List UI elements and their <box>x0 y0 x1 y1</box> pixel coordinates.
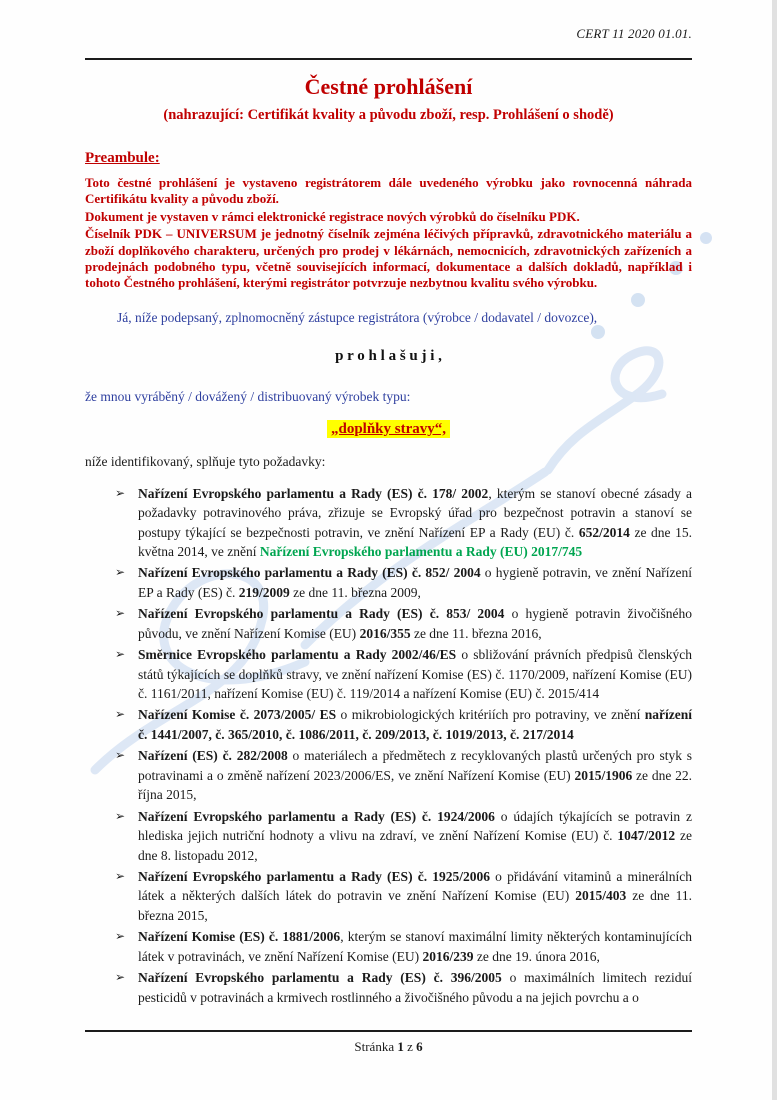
text-segment: , kterým se stanoví maximální limity některých kontaminujících látek v potravinách, ve znění Nařízení Komise (EU) <box>138 929 692 964</box>
text-segment: nařízení č. 1441/2007, č. 365/2010, č. 1086/2011, č. 209/2013, č. 1019/2013, č. 217/2014 <box>138 707 693 742</box>
regulation-item <box>115 563 692 602</box>
text-segment: o údajích týkajících se potravin z hlediska jejich nutriční hodnoty a vlivu na zdraví, ve znění Nařízení Komise (EU) č. <box>138 808 692 844</box>
text-segment: 6 <box>416 1039 423 1054</box>
regulation-text <box>138 970 692 1004</box>
text-segment: ze dne 22. října 2015, <box>138 767 692 803</box>
regulation-text <box>138 647 692 701</box>
text-segment: 1 <box>397 1039 404 1054</box>
text-segment: Nařízení Evropského parlamentu a Rady (ES) č. 1924/2006 <box>138 808 495 824</box>
page-footer <box>85 1030 692 1055</box>
text-segment: ze dne 11. března 2015, <box>138 888 692 923</box>
list-bullet-icon: ➢ <box>115 929 126 944</box>
text-segment: Nařízení Komise č. 2073/2005/ ES <box>138 707 337 723</box>
preamble-heading: Preambule: <box>85 150 160 166</box>
text-segment: o materiálech a předmětech z recyklovaných plastů určených pro styk s potravinami a o změně nařízení 2023/2006/ES, ve znění Nařízení Komise (EU) <box>138 748 693 783</box>
top-rule <box>85 58 692 60</box>
text-segment: Nařízení Evropského parlamentu a Rady (ES) č. 178/ 2002 <box>138 485 489 501</box>
list-bullet-icon: ➢ <box>115 707 126 722</box>
text-segment: ze dne 15. května 2014, ve znění <box>138 524 692 559</box>
product-type-row <box>85 420 692 438</box>
text-segment: Stránka <box>354 1039 398 1054</box>
list-bullet-icon: ➢ <box>115 808 126 823</box>
regulation-item <box>115 968 692 1007</box>
text-segment: o mikrobiologických kritériích pro potraviny, ve znění <box>336 707 645 723</box>
text-segment: 219/2009 <box>238 584 290 600</box>
regulation-text <box>138 707 692 741</box>
text-segment: Nařízení (ES) č. 282/2008 <box>138 748 288 764</box>
list-bullet-icon: ➢ <box>115 606 126 621</box>
list-bullet-icon: ➢ <box>115 748 126 763</box>
product-type-line: že mnou vyráběný / dovážený / distribuovaný výrobek typu: <box>85 388 411 404</box>
preamble-paragraph: Číselník PDK – UNIVERSUM je jednotný číselník zejména léčivých přípravků, zdravotnického materiálu a zboží doplňkového charakteru, určených pro prodej v lékárnách, nemocnicích, zdravotnických zařízeních a prodejnách podobného typu, včetně souvisejících informací, dokumentace a dalších dokladů, například i tohoto Čestného prohlášení, kterými registrátor potvrzuje nezbytnou kvalitu svého výrobku. <box>85 226 692 291</box>
text-segment: Směrnice Evropského parlamentu a Rady 2002/46/ES <box>138 647 457 663</box>
page-number <box>85 1032 692 1055</box>
list-bullet-icon: ➢ <box>115 647 126 662</box>
text-segment: 1047/2012 <box>617 828 676 844</box>
list-bullet-icon: ➢ <box>115 485 126 500</box>
text-segment: o hygieně potravin, ve znění Nařízení EP a Rady (ES) č. <box>138 565 692 600</box>
text-segment: ze dne 8. listopadu 2012, <box>138 828 692 863</box>
text-segment: 2016/239 <box>422 948 474 964</box>
text-segment: 2015/403 <box>575 888 627 904</box>
page-title: Čestné prohlášení <box>304 74 473 99</box>
regulations-list <box>115 484 692 1007</box>
regulation-item <box>115 807 692 865</box>
regulation-item <box>115 867 692 925</box>
text-segment: o hygieně potravin živočišného původu, ve znění Nařízení Komise (EU) <box>138 606 692 641</box>
list-bullet-icon: ➢ <box>115 868 126 883</box>
text-segment: o maximálních limitech reziduí pesticidů v potravinách a krmivech rostlinného a živočišného původu a na jejich povrchu a o <box>138 970 692 1005</box>
list-bullet-icon: ➢ <box>115 565 126 580</box>
text-segment: o přidávání vitaminů a minerálních látek a některých dalších látek do potravin ve znění Nařízení Komise (EU) <box>138 868 692 904</box>
page-subtitle: (nahrazující: Certifikát kvality a původu zboží, resp. Prohlášení o shodě) <box>163 107 614 123</box>
list-bullet-icon: ➢ <box>115 970 126 985</box>
text-segment: Nařízení Evropského parlamentu a Rady (ES) č. 852/ 2004 <box>138 565 481 581</box>
text-segment: 652/2014 <box>578 524 630 540</box>
declaration-word: p r o h l a š u j i , <box>335 347 442 364</box>
text-segment: o sbližování právních předpisů členských států týkajících se doplňků stravy, ve znění nařízení Komise (ES) č. 1170/2009, nařízení Komise (EU) č. 1161/2011, nařízení Komise (EU) č. 119/2014 a nařízení Komise (EU) č. 2015/414 <box>138 647 692 701</box>
regulation-item <box>115 705 692 744</box>
regulation-item <box>115 746 692 804</box>
doc-code: CERT 11 2020 01.01. <box>576 26 692 41</box>
text-segment: Nařízení Komise (ES) č. 1881/2006 <box>138 929 341 945</box>
regulation-text <box>138 748 692 802</box>
regulation-text <box>138 486 692 559</box>
declarant-line: Já, níže podepsaný, zplnomocněný zástupce registrátora (výrobce / dodavatel / dovozce), <box>117 309 598 325</box>
preamble-paragraph: Dokument je vystaven v rámci elektronické registrace nových výrobků do číselníku PDK. <box>85 208 580 224</box>
text-segment: ze dne 11. března 2016, <box>410 625 542 641</box>
scan-edge-artifact <box>772 0 777 1100</box>
text-segment: Nařízení Evropského parlamentu a Rady (ES) č. 396/2005 <box>138 970 502 986</box>
preamble-paragraph: Toto čestné prohlášení je vystaveno registrátorem dále uvedeného výrobku jako rovnocenná náhrada Certifikátu kvality a původu zboží. <box>85 175 692 207</box>
regulation-text <box>138 565 692 599</box>
text-segment: Nařízení Evropského parlamentu a Rady (ES) č. 853/ 2004 <box>138 606 505 622</box>
text-segment: z <box>403 1039 417 1054</box>
regulation-text <box>138 606 692 640</box>
preamble-paragraphs <box>85 175 692 292</box>
regulation-item <box>115 927 692 966</box>
text-segment: ze dne 11. března 2009, <box>289 584 421 600</box>
regulation-text <box>138 869 692 923</box>
regulation-item <box>115 604 692 643</box>
text-segment: Nařízení Evropského parlamentu a Rady (ES) č. 1925/2006 <box>138 868 490 884</box>
regulation-text <box>138 929 692 963</box>
regulation-item <box>115 484 692 562</box>
regulation-item <box>115 645 692 703</box>
text-segment: Nařízení Evropského parlamentu a Rady (EU) 2017/745 <box>259 543 583 559</box>
document-content <box>85 26 692 1007</box>
requirements-intro: níže identifikovaný, splňuje tyto požadavky: <box>85 453 326 469</box>
text-segment: ze dne 19. února 2016, <box>473 948 600 964</box>
regulation-text <box>138 809 692 863</box>
text-segment: , kterým se stanoví obecné zásady a požadavky potravinového práva, zřizuje se Evropský úřad pro bezpečnost potravin a stanoví se postupy týkající se bezpečnosti potravin, ve znění Nařízení EP a Rady (EU) č. <box>138 485 692 540</box>
text-segment: 2015/1906 <box>574 767 633 783</box>
text-segment: 2016/355 <box>359 625 411 641</box>
product-type-highlight: „doplňky stravy“, <box>327 420 450 438</box>
